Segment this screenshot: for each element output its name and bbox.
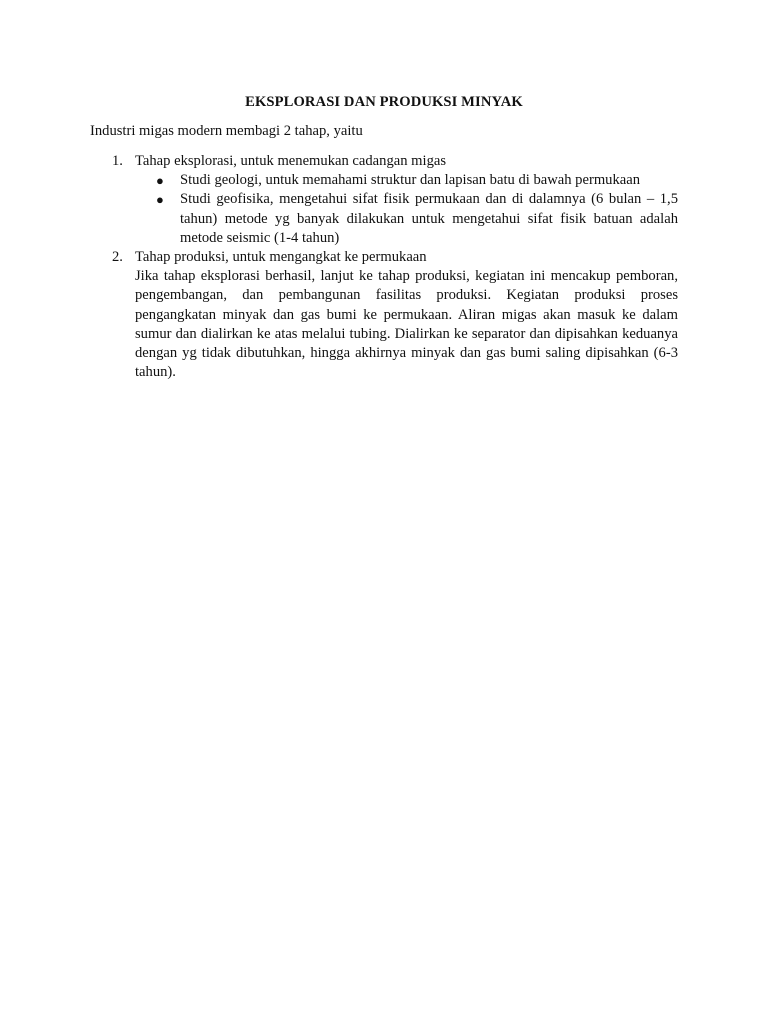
list-number: 1. [112, 153, 123, 169]
step-heading: Tahap produksi, untuk mengangkat ke permukaan [135, 249, 427, 266]
bullet-item [135, 190, 678, 248]
list-number: 2. [112, 249, 123, 266]
bullet-list [135, 171, 678, 248]
intro-text: Industri migas modern membagi 2 tahap, yaitu [90, 123, 363, 139]
document-title: EKSPLORASI DAN PRODUKSI MINYAK [245, 94, 523, 110]
step-heading: Tahap eksplorasi, untuk menemukan cadangan migas [135, 153, 447, 169]
step-paragraph: Jika tahap eksplorasi berhasil, lanjut ke tahap produksi, kegiatan ini mencakup pemboran, pengembangan, dan pembangunan fasilitas produksi. Kegiatan produksi proses pengangkatan minyak dan gas bumi ke permukaan. Aliran migas akan masuk ke dalam sumur dan dialirkan ke atas melalui tubing. Dialirkan ke separator dan dipisahkan keduanya dengan yg tidak dibutuhkan, hingga akhirnya minyak dan gas bumi saling dipisahkan (6-3 tahun). [135, 268, 678, 381]
bullet-text: Studi geofisika, mengetahui sifat fisik permukaan dan di dalamnya (6 bulan – 1,5 tahun) metode yg banyak dilakukan untuk mengetahui sifat fisik batuan adalah metode seismic (1-4 tahun) [180, 191, 678, 246]
list-item-step-2 [90, 248, 678, 382]
bullet-icon: ● [156, 192, 164, 208]
bullet-icon: ● [156, 173, 164, 189]
bullet-item [135, 171, 678, 190]
numbered-list [90, 152, 678, 382]
bullet-text: Studi geologi, untuk memahami struktur dan lapisan batu di bawah permukaan [180, 172, 641, 189]
list-item-step-1 [90, 152, 678, 248]
